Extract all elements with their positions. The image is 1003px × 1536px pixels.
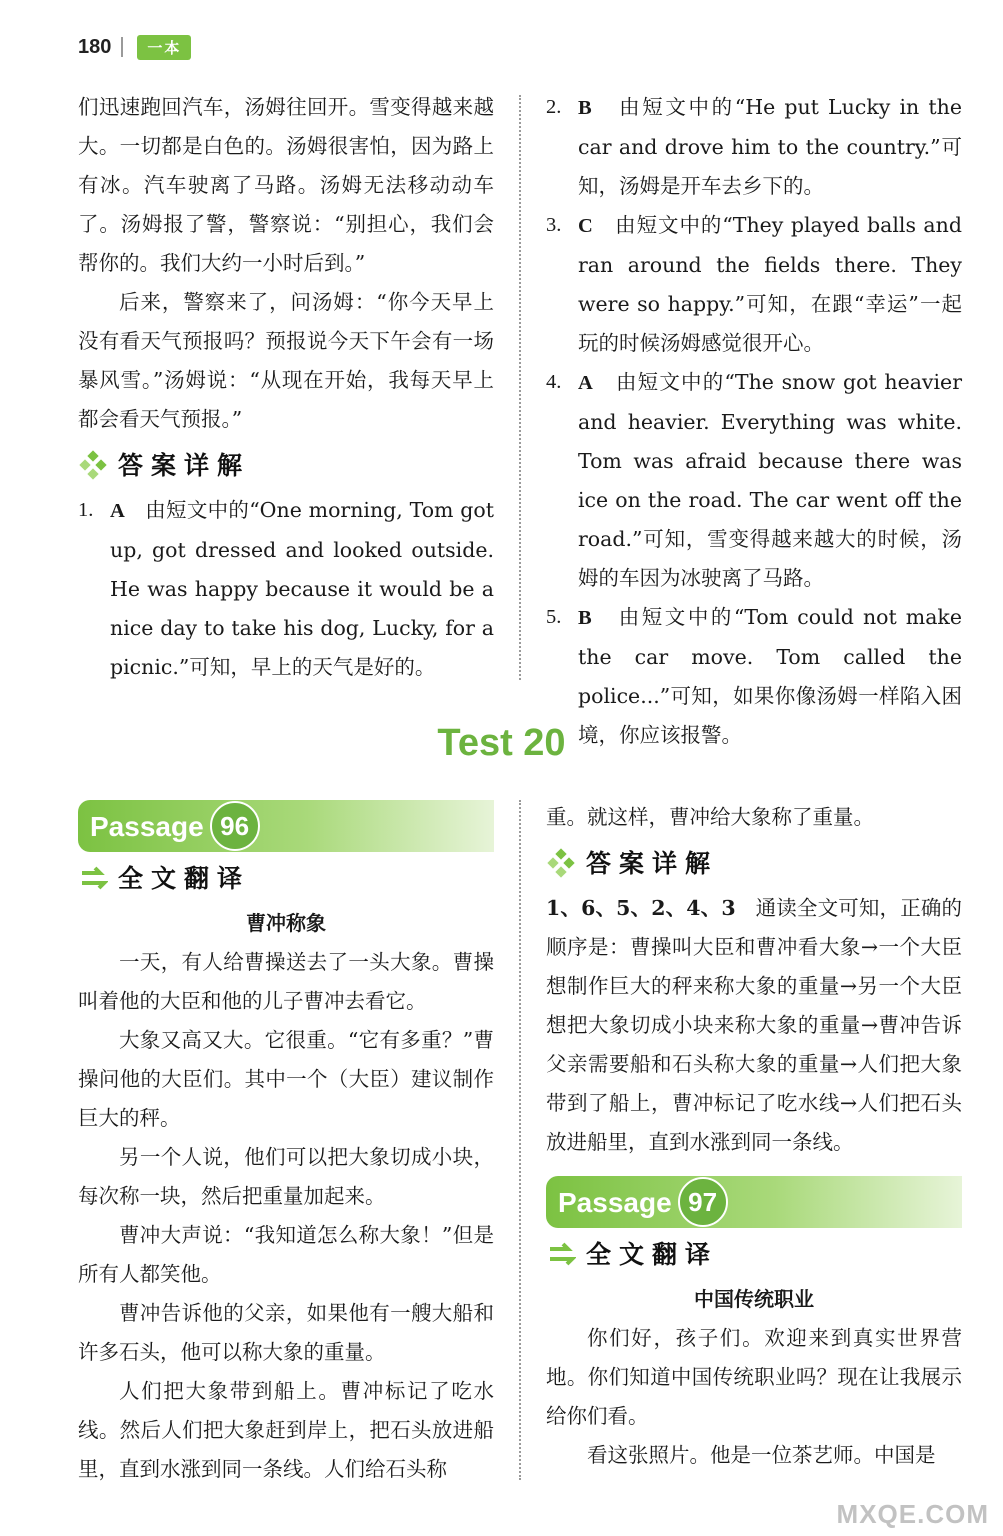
order-answer [546,889,962,1162]
translation-heading [546,1232,962,1276]
answer-choice: B [578,97,592,119]
answers-heading [78,443,494,487]
story-paragraph: 后来，警察来了，问汤姆：“你今天早上没有看天气预报吗？预报说今天下午会有一场暴风雪。”汤姆说：“从现在开始，我每天早上都会看天气预报。” [78,290,494,431]
story-paragraph: 曹冲大声说：“我知道怎么称大象！”但是所有人都笑他。 [78,1223,494,1286]
page-number: 180 [78,35,112,58]
passage-96-banner [78,800,494,852]
column-divider-bottom [519,800,521,1480]
order-sequence: 1、6、5、2、4、3 [546,896,736,920]
answer-body [578,206,962,363]
answer-text: 由短文中的“He put Lucky in the car and drove him to the country.”可知，汤姆是开车去乡下的。 [578,95,962,198]
page-header [78,30,191,64]
passage-97-banner [546,1176,962,1228]
story-paragraph: 大象又高又大。它很重。“它有多重？”曹操问他的大臣们。其中一个（大臣）建议制作巨大的秤。 [78,1028,494,1130]
swap-arrows-icon [78,863,108,893]
answer-number: 4. [546,371,562,393]
diamond-cluster-icon [78,450,108,480]
answer-text: 由短文中的“One morning, Tom got up, got dressed and looked outside. He was happy because it would be a nice day to take his dog, Lucky, for a picnic.”可知，早上的天气是好的。 [110,498,494,679]
answers-heading-label: 答案详解 [118,450,251,480]
translation-heading-label: 全文翻译 [586,1239,719,1269]
answer-text: 由短文中的“They played balls and ran around the fields there. They were so happy.”可知，在跟“幸运”一起玩的时候汤姆感觉很开心。 [578,213,962,355]
watermark: MXQE.COM [836,1499,989,1529]
answer-body [578,363,962,598]
passage-number-badge: 96 [210,801,260,851]
header-divider [121,37,123,57]
story-paragraph: 曹冲告诉他的父亲，如果他有一艘大船和许多石头，他可以称大象的重量。 [78,1301,494,1364]
story-title: 中国传统职业 [694,1287,814,1311]
top-right-column [546,88,962,755]
brand-logo: 一本 [137,35,191,60]
story-paragraph: 一天，有人给曹操送去了一头大象。曹操叫着他的大臣和他的儿子曹冲去看它。 [78,950,494,1013]
column-divider-top [519,95,521,680]
swap-arrows-icon [546,1239,576,1269]
passage-label: Passage [90,810,204,842]
translation-heading-label: 全文翻译 [118,863,251,893]
answer-choice: C [578,215,593,237]
passage-number-badge: 97 [678,1177,728,1227]
answer-body [110,491,494,687]
answer-number: 2. [546,96,562,118]
answers-heading [546,841,962,885]
answer-item [546,206,962,363]
answer-item [546,363,962,598]
bottom-right-column [546,798,962,1475]
bottom-left-column [78,800,494,1489]
story-paragraph: 重。就这样，曹冲给大象称了重量。 [546,805,874,829]
translation-heading [78,856,494,900]
answer-text: 由短文中的“Tom could not make the car move. Tom called the police...”可知，如果你像汤姆一样陷入困境，你应该报警。 [578,605,962,747]
answer-choice: A [110,500,125,522]
answer-choice: B [578,607,592,629]
answer-number: 5. [546,606,562,628]
story-paragraph: 你们好，孩子们。欢迎来到真实世界营地。你们知道中国传统职业吗？现在让我展示给你们看。 [546,1326,962,1428]
answer-body [578,88,962,206]
answer-number: 1. [78,499,94,521]
passage-label: Passage [558,1186,672,1218]
diamond-cluster-icon [546,848,576,878]
answer-choice: A [578,372,593,394]
story-paragraph: 另一个人说，他们可以把大象切成小块，每次称一块，然后把重量加起来。 [78,1145,494,1208]
story-paragraph: 人们把大象带到船上。曹冲标记了吃水线。然后人们把大象赶到岸上，把石头放进船里，直到水涨到同一条线。人们给石头称 [78,1379,494,1481]
answers-heading-label: 答案详解 [586,848,719,878]
answer-item [546,88,962,206]
answer-number: 3. [546,214,562,236]
answer-item [78,491,494,687]
story-paragraph: 们迅速跑回汽车，汤姆往回开。雪变得越来越大。一切都是白色的。汤姆很害怕，因为路上有冰。汽车驶离了马路。汤姆无法移动动车了。汤姆报了警，警察说：“别担心，我们会帮你的。我们大约一小时后到。” [78,95,494,275]
answer-text: 由短文中的“The snow got heavier and heavier. Everything was white. Tom was afraid because there was ice on the road. The car went off the road.”可知，雪变得越来越大的时候，汤姆的车因为冰驶离了马路。 [578,370,962,590]
top-left-column [78,88,494,687]
test-title: Test 20 [437,722,566,764]
order-explanation: 通读全文可知，正确的顺序是：曹操叫大臣和曹冲看大象→一个大臣想制作巨大的秤来称大象的重量→另一个大臣想把大象切成小块来称大象的重量→曹冲告诉父亲需要船和石头称大象的重量→人们把大象带到了船上，曹冲标记了吃水线→人们把石头放进船里，直到水涨到同一条线。 [546,896,962,1154]
story-title: 曹冲称象 [246,911,326,935]
story-paragraph: 看这张照片。他是一位茶艺师。中国是 [587,1443,936,1467]
